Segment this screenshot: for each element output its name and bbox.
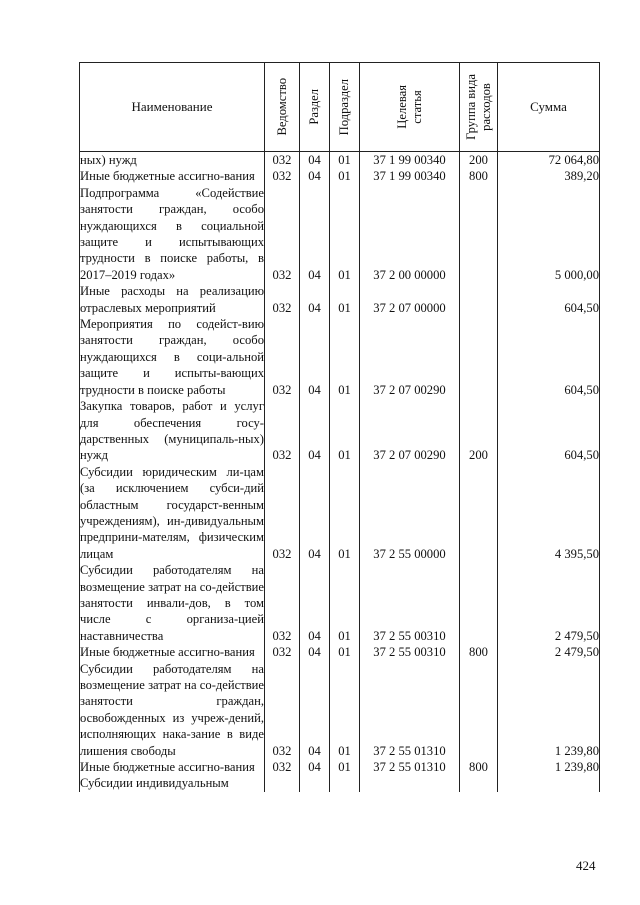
- row-vedomstvo: 032: [265, 644, 300, 660]
- row-name: ных) нужд: [80, 152, 265, 169]
- table-row: [80, 661, 600, 759]
- header-vedomstvo: [265, 63, 300, 152]
- header-name: Наименование: [80, 63, 265, 152]
- header-gruppa-line1: Группа вида: [463, 74, 478, 140]
- row-vedomstvo: 032: [265, 464, 300, 562]
- row-celevaya: 37 2 55 01310: [360, 661, 460, 759]
- header-celevaya: [360, 63, 460, 152]
- header-celevaya-line1: Целевая: [394, 85, 409, 129]
- row-summa: 2 479,50: [498, 562, 600, 644]
- table-header: [80, 63, 600, 152]
- page-number: 424: [576, 858, 596, 873]
- header-gruppa-label: [464, 74, 494, 140]
- row-razdel: 04: [300, 283, 330, 316]
- table-row: [80, 464, 600, 562]
- row-summa: 389,20: [498, 168, 600, 184]
- budget-table: [79, 62, 600, 792]
- row-vedomstvo: 032: [265, 168, 300, 184]
- row-celevaya: 37 2 55 00310: [360, 562, 460, 644]
- header-summa: Сумма: [498, 63, 600, 152]
- row-gruppa: 800: [460, 759, 498, 775]
- row-gruppa: [460, 283, 498, 316]
- row-razdel: [300, 775, 330, 791]
- row-summa: 4 395,50: [498, 464, 600, 562]
- header-celevaya-line2: статья: [409, 90, 424, 124]
- row-gruppa: [460, 775, 498, 791]
- row-name: Субсидии юридическим ли-цам (за исключением субси-дий областным государст-венным учреждениям), ин-дивидуальным предприни-мателям, физическим лицам: [80, 464, 264, 561]
- row-razdel: 04: [300, 168, 330, 184]
- row-summa: 2 479,50: [498, 644, 600, 660]
- row-celevaya: 37 1 99 00340: [360, 168, 460, 184]
- row-podrazdel: 01: [330, 464, 360, 562]
- table-row: [80, 644, 600, 660]
- row-name: Иные бюджетные ассигно-вания: [80, 644, 265, 660]
- row-vedomstvo: 032: [265, 316, 300, 398]
- row-gruppa: 200: [460, 398, 498, 464]
- row-razdel: 04: [300, 316, 330, 398]
- header-gruppa-line2: расходов: [478, 83, 493, 131]
- row-celevaya: 37 2 07 00000: [360, 283, 460, 316]
- table-row: [80, 562, 600, 644]
- table-row: [80, 152, 600, 169]
- row-razdel: 04: [300, 152, 330, 169]
- row-name: Мероприятия по содейст-вию занятости граждан, особо нуждающихся в соци-альной защите и испыты-вающих трудности в поиске работы: [80, 317, 264, 397]
- header-podrazdel: [330, 63, 360, 152]
- row-celevaya: 37 2 55 01310: [360, 759, 460, 775]
- row-gruppa: [460, 464, 498, 562]
- row-celevaya: 37 2 07 00290: [360, 398, 460, 464]
- row-vedomstvo: 032: [265, 759, 300, 775]
- row-podrazdel: 01: [330, 283, 360, 316]
- row-vedomstvo: 032: [265, 185, 300, 283]
- row-celevaya: 37 1 99 00340: [360, 152, 460, 169]
- header-razdel-label: Раздел: [307, 89, 321, 125]
- row-name: Субсидии индивидуальным: [80, 775, 265, 791]
- row-summa: 1 239,80: [498, 661, 600, 759]
- row-vedomstvo: 032: [265, 562, 300, 644]
- row-podrazdel: 01: [330, 168, 360, 184]
- header-vedomstvo-label: Ведомство: [274, 78, 289, 136]
- table-row: [80, 759, 600, 775]
- row-summa: 1 239,80: [498, 759, 600, 775]
- row-podrazdel: 01: [330, 661, 360, 759]
- row-summa: 604,50: [498, 398, 600, 464]
- row-name: Подпрограмма «Содействие занятости граждан, особо нуждающихся в социальной защите и испытывающих трудности в поиске работы, в 2017–2019 годах»: [80, 185, 264, 282]
- row-celevaya: 37 2 55 00000: [360, 464, 460, 562]
- row-vedomstvo: 032: [265, 283, 300, 316]
- row-razdel: 04: [300, 398, 330, 464]
- row-celevaya: 37 2 00 00000: [360, 185, 460, 283]
- row-gruppa: [460, 316, 498, 398]
- table-row: [80, 168, 600, 184]
- row-name: Иные бюджетные ассигно-вания: [80, 759, 265, 775]
- table-body: [80, 152, 600, 792]
- row-razdel: 04: [300, 759, 330, 775]
- row-gruppa: 800: [460, 168, 498, 184]
- row-razdel: 04: [300, 464, 330, 562]
- row-gruppa: [460, 562, 498, 644]
- table-row: [80, 316, 600, 398]
- row-razdel: 04: [300, 562, 330, 644]
- row-podrazdel: 01: [330, 644, 360, 660]
- row-vedomstvo: [265, 775, 300, 791]
- row-podrazdel: 01: [330, 562, 360, 644]
- row-podrazdel: 01: [330, 316, 360, 398]
- row-podrazdel: 01: [330, 398, 360, 464]
- header-podrazdel-label: Подраздел: [337, 78, 351, 136]
- row-celevaya: 37 2 07 00290: [360, 316, 460, 398]
- row-summa: 5 000,00: [498, 185, 600, 283]
- row-name: Субсидии работодателям на возмещение затрат на со-действие занятости инвали-дов, в том числе с организа-цией наставничества: [80, 563, 264, 643]
- table-row: [80, 775, 600, 791]
- row-summa: 72 064,80: [498, 152, 600, 169]
- row-razdel: 04: [300, 185, 330, 283]
- row-gruppa: [460, 661, 498, 759]
- row-vedomstvo: 032: [265, 398, 300, 464]
- row-celevaya: [360, 775, 460, 791]
- row-gruppa: [460, 185, 498, 283]
- row-podrazdel: [330, 775, 360, 791]
- table-row: [80, 283, 600, 316]
- row-podrazdel: 01: [330, 759, 360, 775]
- header-gruppa: [460, 63, 498, 152]
- row-summa: [498, 775, 600, 791]
- header-razdel: [300, 63, 330, 152]
- row-vedomstvo: 032: [265, 661, 300, 759]
- row-podrazdel: 01: [330, 152, 360, 169]
- row-gruppa: 800: [460, 644, 498, 660]
- row-vedomstvo: 032: [265, 152, 300, 169]
- header-celevaya-label: [395, 85, 425, 129]
- table-row: [80, 398, 600, 464]
- row-summa: 604,50: [498, 316, 600, 398]
- row-name: Закупка товаров, работ и услуг для обеспечения госу-дарственных (муниципаль-ных) нужд: [80, 399, 264, 463]
- row-razdel: 04: [300, 644, 330, 660]
- row-razdel: 04: [300, 661, 330, 759]
- row-name: Иные расходы на реализацию отраслевых мероприятий: [80, 284, 264, 315]
- row-name: Субсидии работодателям на возмещение затрат на со-действие занятости граждан, освобожденных из учреж-дений, исполняющих нака-зание в виде лишения свободы: [80, 661, 264, 758]
- row-summa: 604,50: [498, 283, 600, 316]
- row-podrazdel: 01: [330, 185, 360, 283]
- row-celevaya: 37 2 55 00310: [360, 644, 460, 660]
- table-row: [80, 185, 600, 283]
- row-name: Иные бюджетные ассигно-вания: [80, 168, 265, 184]
- row-gruppa: 200: [460, 152, 498, 169]
